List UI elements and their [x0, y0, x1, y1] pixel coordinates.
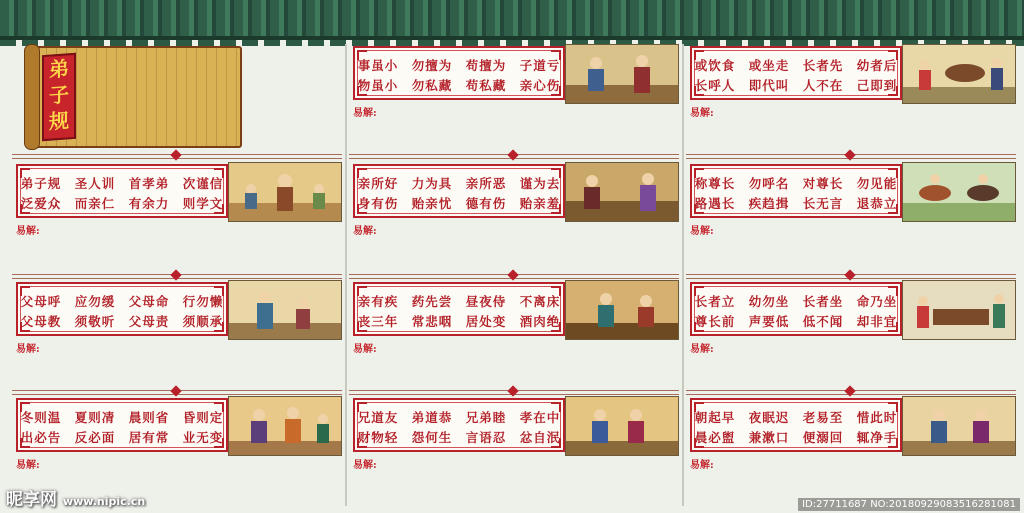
- seal-char: 弟: [49, 56, 69, 82]
- verse-line: 事虽小 勿擅为 苟擅为 子道亏: [357, 58, 561, 73]
- illustration: [228, 162, 342, 222]
- verse-frame: [690, 398, 902, 452]
- verse-line: 兄道友 弟道恭 兄弟睦 孝在中: [357, 410, 561, 425]
- seal-char: 子: [49, 82, 69, 108]
- interpretation-label: 易解:: [353, 108, 377, 119]
- verse-block: [349, 280, 679, 392]
- verse-line: 尊长前 声要低 低不闻 却非宜: [694, 314, 898, 329]
- illustration: [902, 44, 1016, 104]
- verse-frame: [690, 282, 902, 336]
- verse-line: 长呼人 即代叫 人不在 己即到: [694, 78, 898, 93]
- verse-block: [686, 280, 1016, 392]
- verse-frame: [690, 46, 902, 100]
- verse-line: 物虽小 勿私藏 苟私藏 亲心伤: [357, 78, 561, 93]
- column-2: [349, 44, 679, 506]
- verse-line: 父母呼 应勿缓 父母命 行勿懒: [20, 294, 224, 309]
- illustration: [228, 280, 342, 340]
- illustration: [228, 396, 342, 456]
- illustration: [565, 44, 679, 104]
- verse-frame: [353, 46, 565, 100]
- verse-frame: [353, 282, 565, 336]
- verse-line: 或饮食 或坐走 长者先 幼者后: [694, 58, 898, 73]
- verse-line: 泛爱众 而亲仁 有余力 则学文: [20, 196, 224, 211]
- verse-line: 父母教 须敬听 父母责 须顺承: [20, 314, 224, 329]
- verse-line: 亲有疾 药先尝 昼夜侍 不离床: [357, 294, 561, 309]
- verse-line: 出必告 反必面 居有常 业无变: [20, 430, 224, 445]
- section-divider: [349, 154, 679, 159]
- verse-line: 身有伤 贻亲忧 德有伤 贻亲羞: [357, 196, 561, 211]
- interpretation-label: 易解:: [353, 460, 377, 471]
- section-divider: [12, 390, 342, 395]
- verse-block: [686, 44, 1016, 156]
- section-divider: [686, 390, 1016, 395]
- illustration: [565, 396, 679, 456]
- verse-block: [686, 396, 1016, 508]
- verse-frame: [16, 398, 228, 452]
- interpretation-label: 易解:: [690, 108, 714, 119]
- section-divider: [686, 274, 1016, 279]
- interpretation-label: 易解:: [690, 226, 714, 237]
- verse-line: 弟子规 圣人训 首孝弟 次谨信: [20, 176, 224, 191]
- verse-line: 亲所好 力为具 亲所恶 谨为去: [357, 176, 561, 191]
- verse-line: 财物轻 怨何生 言语忍 忿自泯: [357, 430, 561, 445]
- verse-block: [686, 162, 1016, 274]
- interpretation-label: 易解:: [690, 460, 714, 471]
- illustration: [902, 280, 1016, 340]
- section-divider: [686, 154, 1016, 159]
- verse-line: 长者立 幼勿坐 长者坐 命乃坐: [694, 294, 898, 309]
- interpretation-label: 易解:: [16, 226, 40, 237]
- verse-frame: [690, 164, 902, 218]
- verse-block: [349, 44, 679, 156]
- illustration: [565, 162, 679, 222]
- verse-block: [12, 162, 342, 274]
- verse-block: [349, 396, 679, 508]
- verse-line: 丧三年 常悲咽 居处变 酒肉绝: [357, 314, 561, 329]
- verse-frame: [353, 398, 565, 452]
- panel-divider: [682, 44, 684, 506]
- verse-line: 称尊长 勿呼名 对尊长 勿见能: [694, 176, 898, 191]
- seal-char: 规: [49, 108, 69, 134]
- column-1: [12, 44, 342, 506]
- verse-line: 路遇长 疾趋揖 长无言 退恭立: [694, 196, 898, 211]
- verse-line: 朝起早 夜眠迟 老易至 惜此时: [694, 410, 898, 425]
- title-scroll-block: [12, 44, 342, 156]
- section-divider: [349, 274, 679, 279]
- section-divider: [12, 154, 342, 159]
- column-3: [686, 44, 1016, 506]
- illustration: [902, 396, 1016, 456]
- interpretation-label: 易解:: [16, 344, 40, 355]
- illustration: [565, 280, 679, 340]
- verse-frame: [16, 282, 228, 336]
- verse-block: [12, 280, 342, 392]
- illustration: [902, 162, 1016, 222]
- verse-block: [349, 162, 679, 274]
- interpretation-label: 易解:: [16, 460, 40, 471]
- verse-line: 冬则温 夏则凊 晨则省 昏则定: [20, 410, 224, 425]
- title-seal: [42, 53, 76, 141]
- section-divider: [12, 274, 342, 279]
- interpretation-label: 易解:: [353, 344, 377, 355]
- verse-frame: [353, 164, 565, 218]
- image-id-bar: ID:27711687 NO:20180929083516281081: [798, 498, 1020, 511]
- scroll-roller: [24, 44, 40, 150]
- panel-divider: [345, 44, 347, 506]
- verse-frame: [16, 164, 228, 218]
- section-divider: [349, 390, 679, 395]
- interpretation-label: 易解:: [690, 344, 714, 355]
- verse-line: 晨必盥 兼漱口 便溺回 辄净手: [694, 430, 898, 445]
- interpretation-label: 易解:: [353, 226, 377, 237]
- roof-tile-border: [0, 0, 1024, 40]
- watermark: 昵享网 www.nipic.cn: [6, 490, 146, 510]
